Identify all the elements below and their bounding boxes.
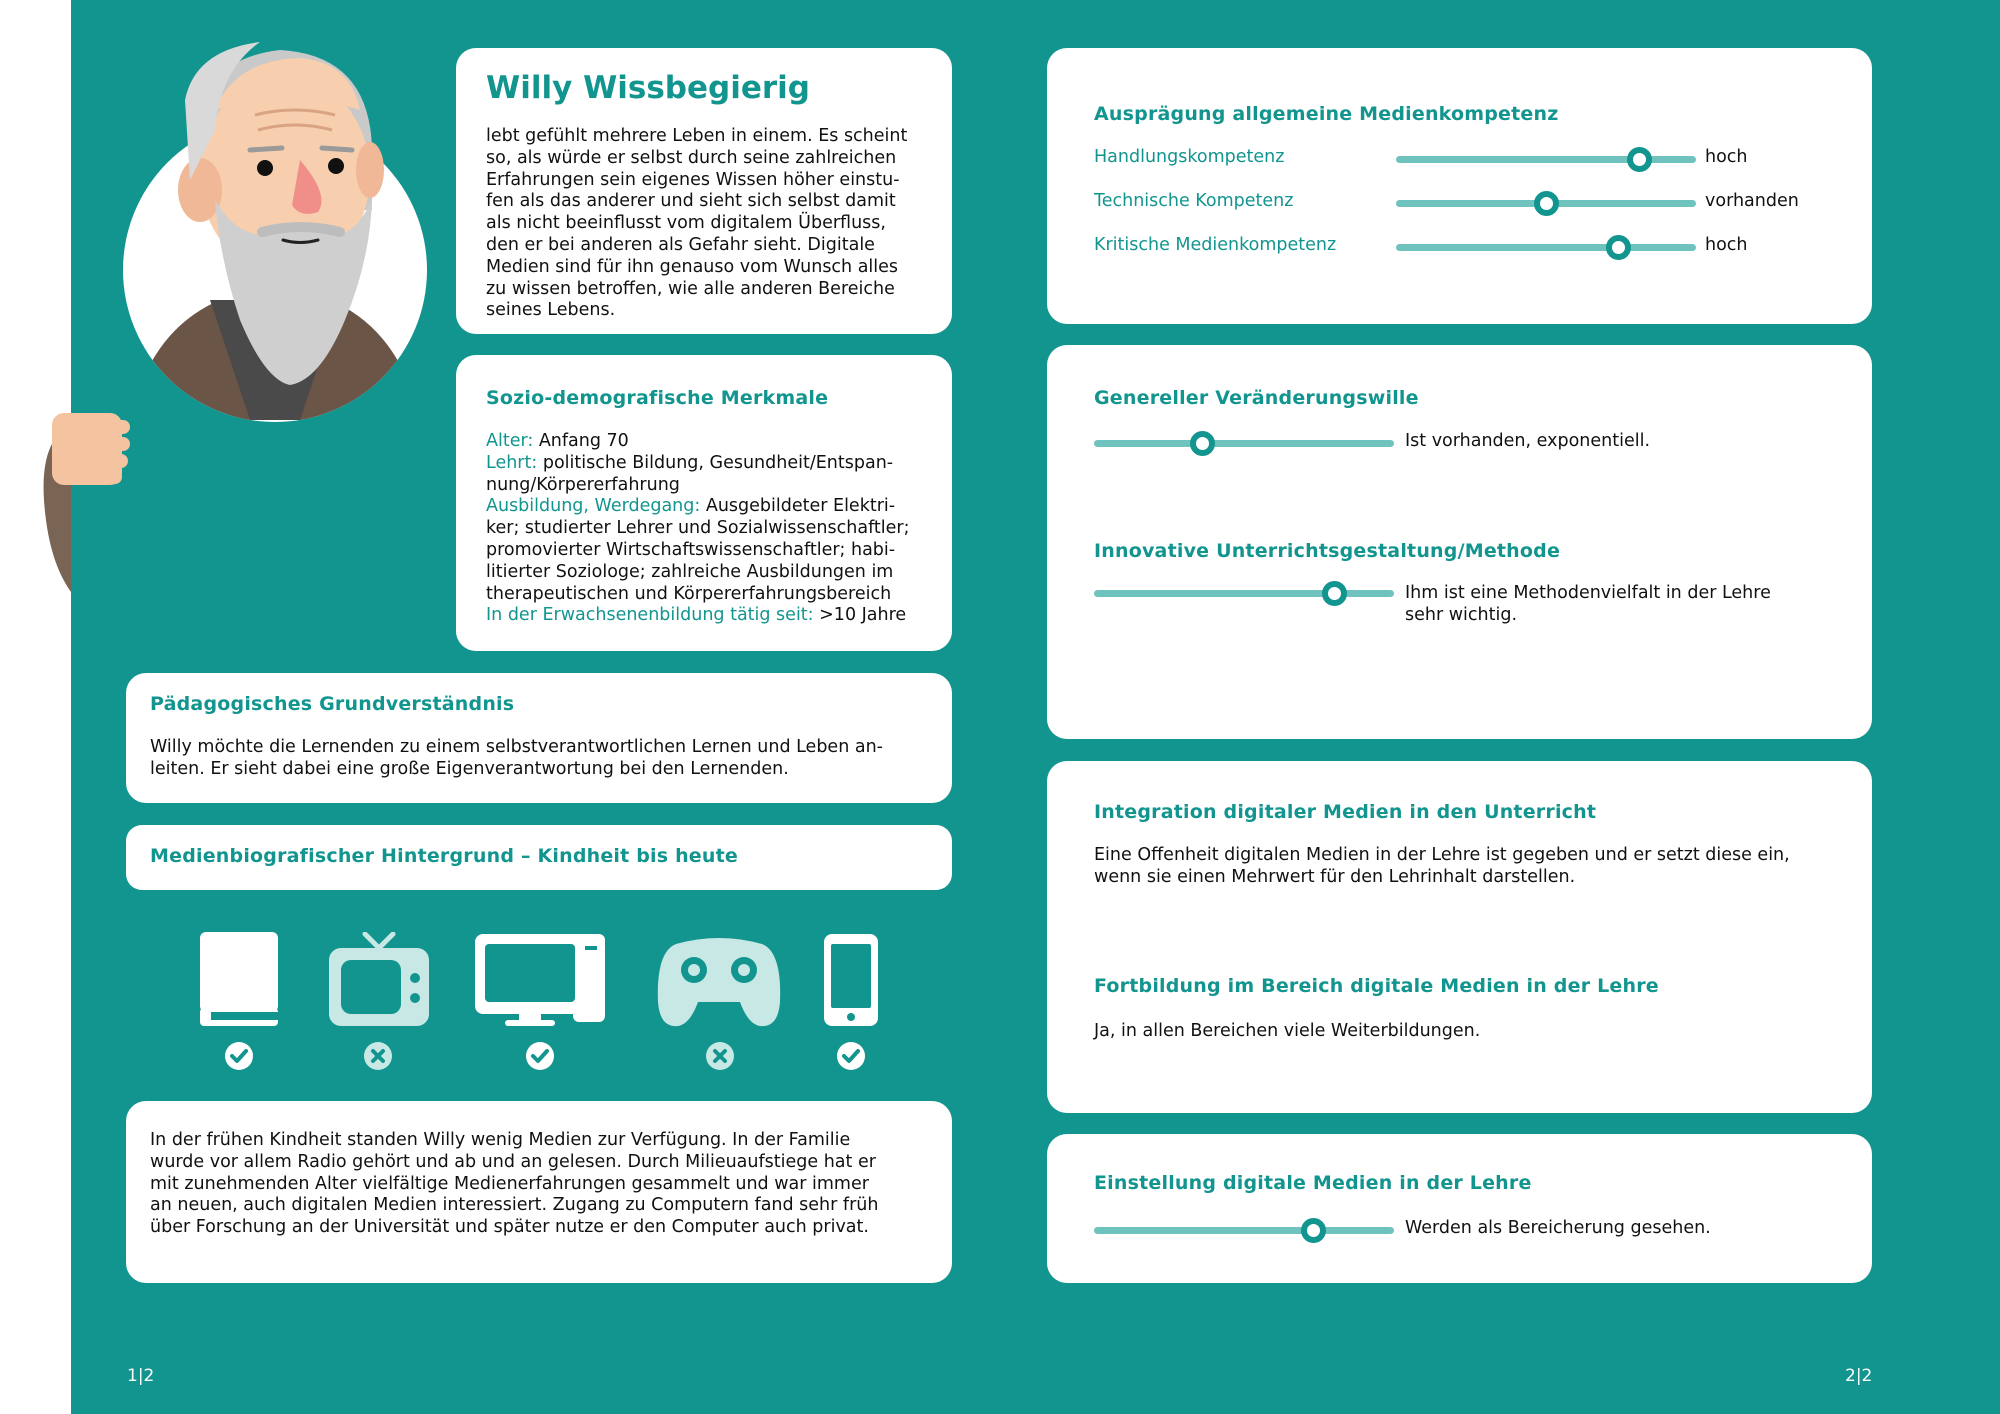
cross-icon — [363, 1041, 393, 1071]
media-bio-text-card — [126, 1101, 952, 1283]
innovation-title: Innovative Unterrichtsgestaltung/Methode — [1094, 540, 1561, 562]
teaches-value: politische Bildung, Gesundheit/Entspan- — [542, 452, 894, 473]
page-number-right: 2|2 — [1845, 1366, 1873, 1386]
gamepad-icon — [656, 932, 782, 1028]
attitude-card — [1047, 1134, 1872, 1283]
persona-intro-card — [456, 48, 952, 334]
education-label: Ausbildung, Werdegang: — [486, 496, 701, 517]
teaches-label: Lehrt: — [486, 452, 538, 473]
competence-title: Ausprägung allgemeine Medienkompetenz — [1094, 103, 1559, 125]
education-line: promovierter Wirtschaftswissenschaftler; habi- — [486, 539, 896, 560]
persona-name: Willy Wissbegierig — [486, 70, 810, 106]
integration-training-card — [1047, 761, 1872, 1113]
socio-title: Sozio-demografische Merkmale — [486, 387, 829, 409]
competence-card — [1047, 48, 1872, 324]
media-bio-title-card — [126, 825, 952, 890]
competence-value: hoch — [1705, 235, 1748, 255]
slider-track — [1094, 1227, 1394, 1234]
persona-description: lebt gefühlt mehrere Leben in einem. Es scheint so, als würde er selbst durch seine zahlreichen Erfahrungen sein eigenes Wissen höher einstu- fen als das anderer und sieht sich selbst damit als nicht beeinflusst vom digitalem Überfluss, den er bei anderen als Gefahr sieht. Digitale Medien sind für ihn genauso vom Wunsch alles zu wissen betroffen, wie alle anderen Bereiche seines Lebens. — [486, 126, 908, 321]
check-icon — [224, 1041, 254, 1071]
page-number-left: 1|2 — [127, 1366, 155, 1386]
slider-knob[interactable] — [1190, 431, 1215, 456]
competence-slider[interactable] — [1396, 147, 1696, 171]
innovation-value: Ihm ist eine Methodenvielfalt in der Lehre sehr wichtig. — [1405, 583, 1771, 625]
attitude-title: Einstellung digitale Medien in der Lehre — [1094, 1172, 1532, 1194]
education-line: litierter Soziologe; zahlreiche Ausbildungen im — [486, 561, 894, 582]
persona-avatar — [40, 30, 440, 600]
book-icon — [197, 932, 283, 1028]
smartphone-icon — [822, 932, 880, 1028]
check-icon — [525, 1041, 555, 1071]
education-value: Ausgebildeter Elektri- — [705, 496, 896, 517]
tv-icon — [327, 932, 431, 1028]
change-value: Ist vorhanden, exponentiell. — [1405, 431, 1651, 451]
media-bio-title: Medienbiografischer Hintergrund – Kindheit bis heute — [150, 845, 738, 867]
competence-value: vorhanden — [1705, 191, 1799, 211]
computer-icon — [473, 932, 607, 1028]
attitude-value: Werden als Bereicherung gesehen. — [1405, 1218, 1711, 1238]
training-text: Ja, in allen Bereichen viele Weiterbildungen. — [1094, 1021, 1481, 1041]
slider-track — [1094, 440, 1394, 447]
slider-knob[interactable] — [1534, 191, 1559, 216]
competence-label: Handlungskompetenz — [1094, 147, 1285, 167]
teaches-value-cont: nung/Körpererfahrung — [486, 474, 680, 495]
slider-track — [1094, 590, 1394, 597]
attitude-slider[interactable] — [1094, 1218, 1394, 1242]
integration-title: Integration digitaler Medien in den Unterricht — [1094, 801, 1597, 823]
age-label: Alter: — [486, 431, 534, 451]
cross-icon — [705, 1041, 735, 1071]
check-icon — [836, 1041, 866, 1071]
socio-details — [486, 431, 926, 627]
pedagogy-title: Pädagogisches Grundverständnis — [150, 693, 515, 715]
slider-track — [1396, 244, 1696, 251]
slider-knob[interactable] — [1301, 1218, 1326, 1243]
change-slider[interactable] — [1094, 431, 1394, 455]
pedagogy-card — [126, 673, 952, 803]
competence-slider[interactable] — [1396, 235, 1696, 259]
slider-knob[interactable] — [1322, 581, 1347, 606]
competence-label: Technische Kompetenz — [1094, 191, 1294, 211]
competence-slider[interactable] — [1396, 191, 1696, 215]
media-bio-text: In der frühen Kindheit standen Willy wenig Medien zur Verfügung. In der Familie wurde vor allem Radio gehört und ab und an gelesen. Durch Milieuaufstiege hat er mit zunehmenden Alter vielfältige Medienerfahrungen gesammelt und war immer an neuen, auch digitalen Medien interessiert. Zugang zu Computern fand sehr früh über Forschung an der Universität und später nutze er den Computer auch privat. — [150, 1130, 879, 1238]
age-value: Anfang 70 — [538, 431, 629, 451]
education-line: therapeutischen und Körpererfahrungsbereich — [486, 583, 892, 604]
change-title: Genereller Veränderungswille — [1094, 387, 1419, 409]
innovation-slider[interactable] — [1094, 581, 1394, 605]
change-innovation-card — [1047, 345, 1872, 739]
integration-text: Eine Offenheit digitalen Medien in der Lehre ist gegeben und er setzt diese ein, wenn sie einen Mehrwert für den Lehrinhalt darstellen. — [1094, 845, 1790, 887]
competence-label: Kritische Medienkompetenz — [1094, 235, 1337, 255]
competence-value: hoch — [1705, 147, 1748, 167]
active-since-label: In der Erwachsenenbildung tätig seit: — [486, 605, 814, 626]
socio-demographic-card — [456, 355, 952, 651]
active-since-value: >10 Jahre — [819, 605, 907, 626]
slider-knob[interactable] — [1627, 147, 1652, 172]
pedagogy-text: Willy möchte die Lernenden zu einem selbstverantwortlichen Lernen und Leben an- leiten. Er sieht dabei eine große Eigenverantwortung bei den Lernenden. — [150, 737, 883, 779]
slider-knob[interactable] — [1606, 235, 1631, 260]
training-title: Fortbildung im Bereich digitale Medien in der Lehre — [1094, 975, 1659, 997]
education-line: ker; studierter Lehrer und Sozialwissenschaftler; — [486, 518, 910, 539]
